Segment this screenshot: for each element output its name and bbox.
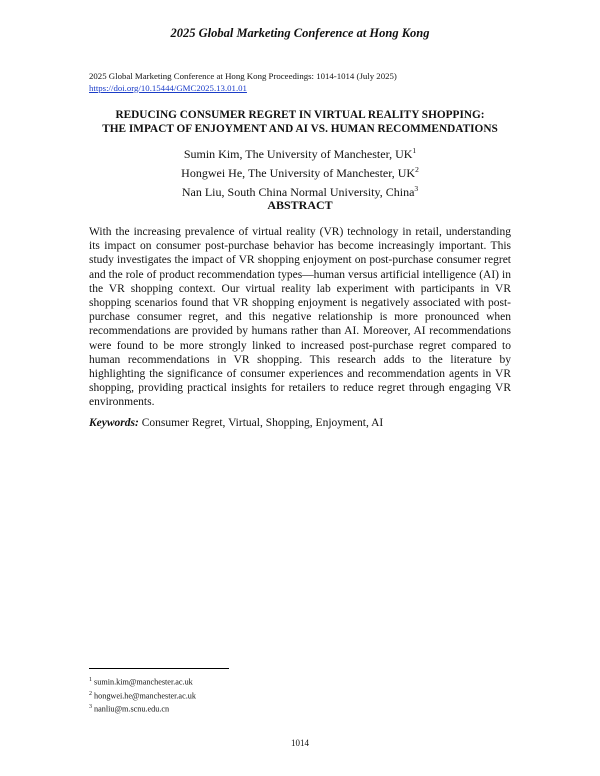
author-1-text: Sumin Kim, The University of Manchester, UK <box>183 147 413 161</box>
author-1 <box>60 143 540 162</box>
author-3-text: Nan Liu, South China Normal University, China <box>181 185 415 199</box>
author-2-text: Hongwei He, The University of Manchester, UK <box>181 166 416 180</box>
footnote-1 <box>89 675 196 689</box>
title-line-1: REDUCING CONSUMER REGRET IN VIRTUAL REALITY SHOPPING: <box>115 109 485 121</box>
keywords <box>89 416 511 430</box>
footnote-1-email: sumin.kim@manchester.ac.uk <box>92 677 193 687</box>
author-2-footnote-mark: 2 <box>415 165 419 174</box>
footnote-divider <box>89 668 229 669</box>
keywords-label: Keywords: <box>89 417 139 429</box>
abstract-heading: ABSTRACT <box>267 198 333 212</box>
abstract-body: With the increasing prevalence of virtual reality (VR) technology in retail, understanding its impact on consumer post-purchase behavior has become increasingly important. This study investigates the impact of VR shopping enjoyment on post-purchase consumer regret and the role of product recommendation types—human versus artificial intelligence (AI) in the VR shopping context. Our virtual reality lab experiment with participants in VR shopping scenarios found that VR shopping enjoyment is negatively associated with post-purchase consumer regret, and this negative relationship is more pronounced when recommendations are provided by humans rather than AI. Moreover, AI recommendations were found to be more strongly linked to increased post-purchase regret compared to human recommendations in VR shopping. This research adds to the literature by highlighting the significance of consumer experiences and recommendation agents in VR shopping, providing practical insights for retailers to reduce regret through engaging VR environments. <box>89 226 511 409</box>
running-header: 2025 Global Marketing Conference at Hong Kong <box>170 26 430 40</box>
author-3-footnote-mark: 3 <box>414 184 419 193</box>
footnote-3-mark: 3 <box>89 704 92 711</box>
footnote-1-mark: 1 <box>89 677 92 683</box>
proceedings-line: 2025 Global Marketing Conference at Hong Kong Proceedings: 1014-1014 (July 2025) <box>89 71 397 81</box>
proceedings-info <box>89 71 397 94</box>
doi-link[interactable]: https://doi.org/10.15444/GMC2025.13.01.01 <box>89 82 247 93</box>
author-2 <box>60 162 540 181</box>
author-list <box>60 143 540 200</box>
footnote-2-mark: 2 <box>89 690 92 697</box>
keywords-text: Consumer Regret, Virtual, Shopping, Enjoyment, AI <box>138 417 384 429</box>
page-number: 1014 <box>291 738 309 748</box>
footnote-3 <box>89 702 196 716</box>
paper-title <box>60 108 540 136</box>
footnote-2 <box>89 689 196 703</box>
author-1-footnote-mark: 1 <box>412 146 417 155</box>
footnote-2-email: hongwei.he@manchester.ac.uk <box>92 691 196 701</box>
footnotes <box>89 675 196 716</box>
footnote-3-email: nanliu@m.scnu.edu.cn <box>92 704 170 714</box>
title-line-2: THE IMPACT OF ENJOYMENT AND AI VS. HUMAN RECOMMENDATIONS <box>102 123 498 135</box>
